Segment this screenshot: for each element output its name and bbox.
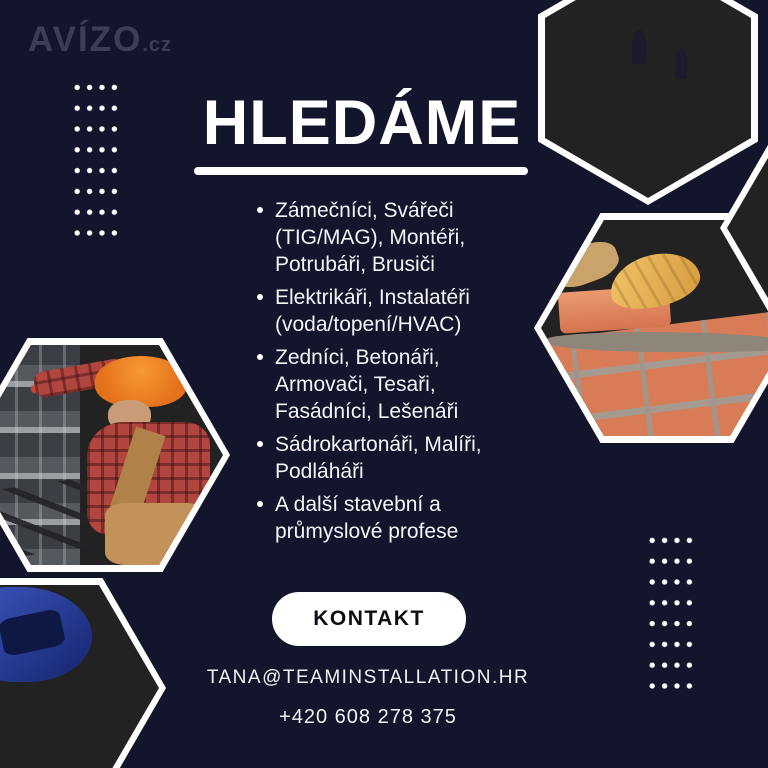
- list-item-line: Zedníci, Betonáři,: [275, 346, 440, 369]
- list-item-line: Armovači, Tesaři,: [275, 373, 436, 396]
- electrician-photo: [0, 345, 223, 565]
- bricklaying-photo: [541, 220, 768, 436]
- list-item-line: Sádrokartonáři, Malíři,: [275, 433, 482, 456]
- list-item-line: (voda/topení/HVAC): [275, 313, 462, 336]
- list-item: [255, 344, 545, 425]
- dot-grid-decoration-top-left: [71, 77, 121, 244]
- dot-grid-decoration-bottom-right: [646, 530, 696, 697]
- construction-scaffolding-photo: [545, 0, 751, 198]
- avizo-logo-text: AVÍZO: [28, 20, 143, 59]
- contact-phone: +420 608 278 375: [279, 706, 457, 728]
- hexagon-frame-scaffolding: [538, 0, 758, 205]
- list-item-line: Podláháři: [275, 460, 364, 483]
- professions-list: [255, 197, 545, 551]
- list-item-line: (TIG/MAG), Montéři,: [275, 226, 466, 249]
- contact-email: TANA@TEAMINSTALLATION.HR: [206, 667, 530, 688]
- avizo-logo: [28, 20, 172, 60]
- orange-hard-hat: [95, 356, 187, 407]
- avizo-logo-tld: .cz: [142, 34, 173, 56]
- list-item: [255, 491, 545, 545]
- list-item-line: Zámečníci, Svářeči: [275, 199, 454, 222]
- mortar-layer: [546, 332, 768, 351]
- list-item-line: Potrubáři, Brusiči: [275, 253, 435, 276]
- list-item-line: průmyslové profese: [275, 520, 459, 543]
- headline-underline: [194, 167, 528, 175]
- overalls: [105, 503, 207, 565]
- list-item-line: Elektrikáři, Instalatéři: [275, 286, 470, 309]
- worker-silhouette: [675, 49, 687, 79]
- list-item: [255, 197, 545, 278]
- kontakt-button[interactable]: KONTAKT: [272, 592, 466, 646]
- hexagon-frame-welding: [0, 578, 166, 768]
- worker-silhouette: [632, 30, 646, 64]
- hexagon-frame-electrician: [0, 338, 230, 572]
- list-item-line: A další stavební a: [275, 493, 441, 516]
- headline: HLEDÁME: [202, 88, 522, 158]
- welding-photo: [0, 585, 159, 768]
- list-item-line: Fasádníci, Lešenáři: [275, 400, 459, 423]
- list-item: [255, 284, 545, 338]
- list-item: [255, 431, 545, 485]
